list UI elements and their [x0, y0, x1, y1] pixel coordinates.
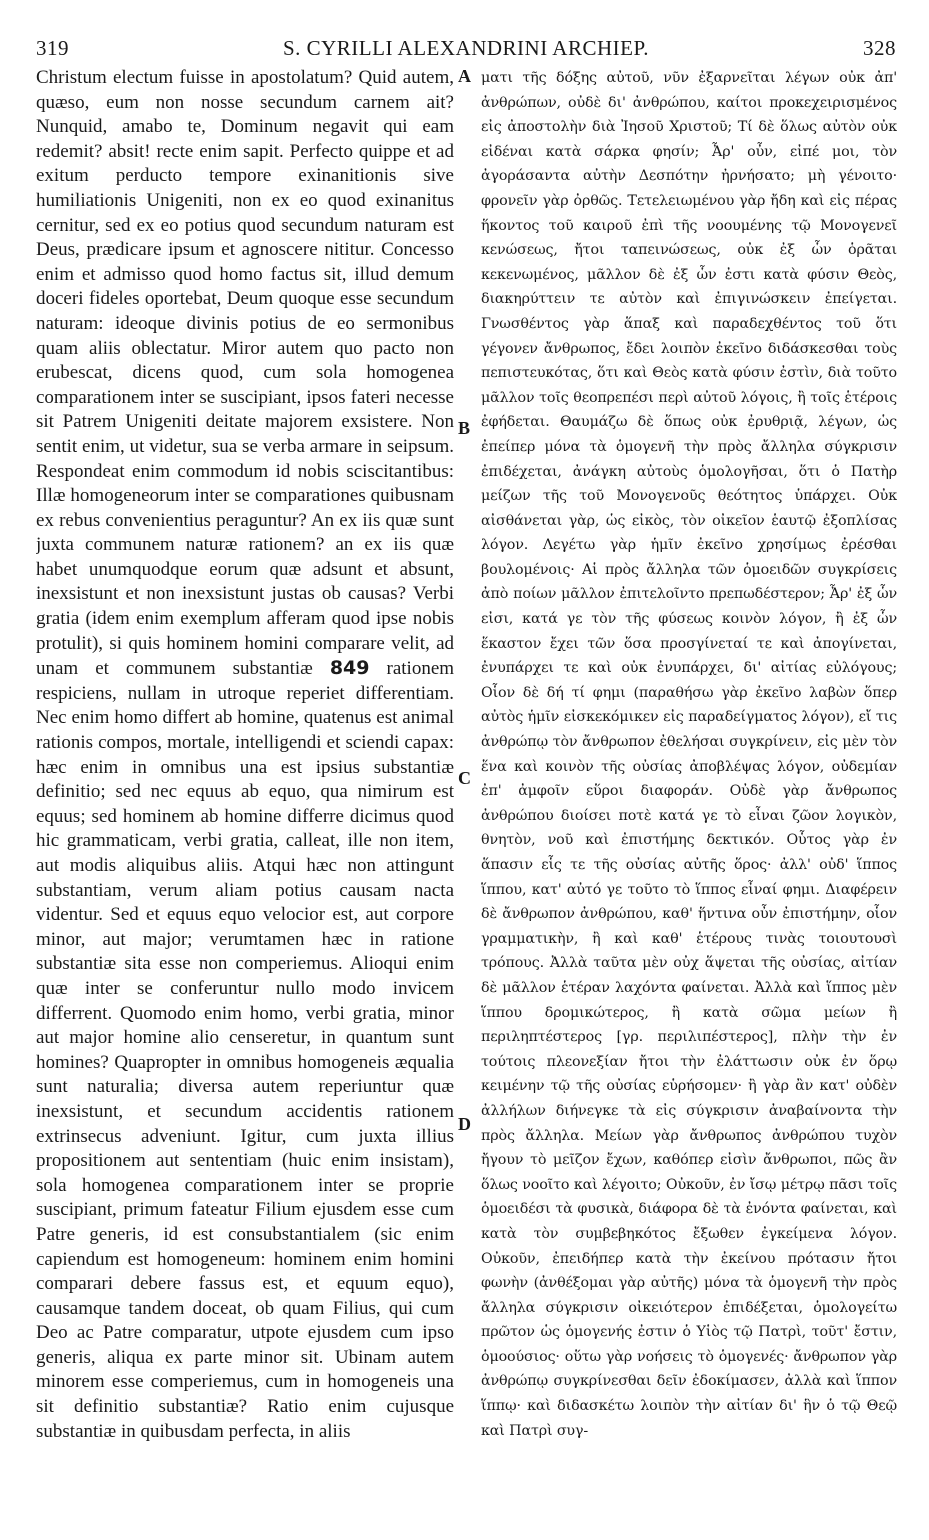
column-number: 849: [329, 657, 370, 680]
latin-paragraph: [36, 66, 454, 1444]
greek-column: [481, 66, 897, 1534]
page-number-left: 319: [36, 36, 69, 60]
running-header: [36, 36, 896, 64]
page-number-right: 328: [863, 36, 896, 60]
latin-column: [36, 66, 454, 1534]
section-marker-d: D: [458, 1114, 471, 1134]
greek-paragraph: ματι τῆς δόξης αὐτοῦ, νῦν ἐξαρνεῖται λέγων οὐκ ἀπ' ἀνθρώπων, οὐδὲ δι' ἀνθρώπου, καίτοι προκεχειρισμένος εἰς ἀποστολὴν διὰ Ἰησοῦ Χριστοῦ; Τί δὲ ὅλως αὐτὸν οὐκ εἰδέναι κατὰ σάρκα φησίν; Ἆρ' οὖν, εἰπέ μοι, τὸν ἀγοράσαντα αὐτὴν Δεσπότην ἠρνήσατο; μὴ γένοιτο· φρονεῖν γὰρ ὀρθῶς. Τετελειωμένου γὰρ ἤδη καὶ εἰς πέρας ἥκοντος τοῦ καιροῦ ἐπὶ τῆς νοουμένης τῷ Μονογενεῖ κενώσεως, ἤτοι ταπεινώσεως, οὐκ ἐξ ὧν ὁρᾶται κεκενωμένος, μᾶλλον δὲ ἐξ ὧν ἐστι κατὰ φύσιν Θεὸς, διακηρύττειν τε αὐτὸν καὶ ἐπιγινώσκειν ἐπείγεται. Γνωσθέντος γὰρ ἅπαξ καὶ παραδεχθέντος τοῦ ὅτι γέγονεν ἄνθρωπος, ἔδει λοιπὸν ἐκεῖνο διδάσκεσθαι τοὺς πεπιστευκότας, ὅτι καὶ Θεὸς κατὰ φύσιν ἐστὶν, διὰ τοῦτο μᾶλλον τοῖς θεοπρεπέσι περὶ αὐτοῦ λόγοις, ἢ τοῖς ἑτέροις ἐφήδεται. Θαυμάζω δὲ ὅπως οὐκ ἐρυθριᾷ, λέγων, ὡς ἐπείπερ μόνα τὰ ὁμογενῆ τὴν πρὸς ἄλληλα σύγκρισιν ἐπιδέχεται, ἀνάγκη αὐτοὺς ὁμολογῆσαι, ὅτι ὁ Πατὴρ μείζων τῆς τοῦ Μονογενοῦς θεότητος ὑπάρχει. Οὐκ αἰσθάνεται γὰρ, ὡς εἰκὸς, τὸν οἰκεῖον ἑαυτῷ ἐξοπλίσας λόγον. Λεγέτω γὰρ ἡμῖν ἐκεῖνο χρησίμως ἐρέσθαι βουλομένοις· Αἱ πρὸς ἄλληλα τῶν ὁμοειδῶν συγκρίσεις ἀπὸ ποίων μᾶλλον ἐπιτελοῖντο πρεπωδέστερον; Ἆρ' ἐξ ὧν εἰσι, κατά γε τὸν τῆς φύσεως κοινὸν λόγον, ἢ ἐξ ὧν ἕκαστον ἔχει τῶν ὅσα προσγίνεταί τε καὶ ἀπογίνεται, ἐνυπάρχει τε καὶ οὐκ ἐνυπάρχει, δι' αἰτίας εὐλόγους; Οἷον δὲ δή τί φημι (παραθήσω γὰρ ἐκεῖνο λαβὼν ὅπερ αὐτὸς ἡμῖν εἰσκεκόμικεν εἰς παραδείγματος λόγον), εἴ τις ἀνθρώπῳ τὸν ἄνθρωπον ἐθελήσαι συγκρίνειν, εἰς μὲν τὸν ἕνα καὶ κοινὸν τῆς οὐσίας ἀποβλέψας λόγον, οὐδεμίαν ἐπ' ἀμφοῖν εὕροι διαφοράν. Οὐδὲ γὰρ ἄνθρωπος ἀνθρώπου διοίσει ποτὲ κατά γε τὸ εἶναι ζῶον λογικὸν, θνητὸν, νοῦ καὶ ἐπιστήμης δεκτικόν. Οὗτος γὰρ ἐν ἅπασιν εἷς τε τῆς οὐσίας αὐτῆς ὅρος· ἀλλ' οὐδ' ἵππος ἵππου, κατ' αὐτό γε τοῦτο τὸ ἵππος εἶναί φημι. Διαφέρειν δὲ ἄνθρωπον ἀνθρώπου, καθ' ἥντινα οὖν ἐπιστήμην, οἷον γραμματικὴν, ἢ καὶ καθ' ἑτέρους τινὰς τοιουτουσὶ τρόπους. Ἀλλὰ ταῦτα μὲν οὐχ ἅψεται τῆς οὐσίας, αἰτίαν δὲ μᾶλλον ἑτέραν λαχόντα φαίνεται. Ἀλλὰ καὶ ἵππος μὲν ἵππου δρομικώτερος, ἢ κατὰ σῶμα μείων ἢ περιληπτέστερος [γρ. περιλιπέστερος], πλὴν τὴν ἐν τούτοις πλεονεξίαν ἤτοι τὴν ἐλάττωσιν οὐκ ἐν ὅρῳ κειμένην τῷ τῆς οὐσίας εὑρήσομεν· ἢ γὰρ ἂν κατ' οὐδὲν ἀλλήλων διήνεγκε τὰ εἰς σύγκρισιν ἀναβαίνοντα τὴν πρὸς ἄλληλα. Μείων γὰρ ἄνθρωπος ἀνθρώπου τυχὸν ἤγουν τὸ μεῖζον ἔχων, καθόπερ εἰσὶν ἄνθρωποι, πῶς ἂν ὅλως νοοῖτο καὶ λέγοιτο; Οὐκοῦν, ἐν ἴσῳ μέτρῳ πᾶσι τοῖς ὁμοειδέσι τὰ φυσικὰ, διάφορα δὲ τὰ ἐνόντα φαίνεται, καὶ κατὰ τὸν συμβεβηκότος ἔξωθεν ἐγκείμενα λόγον. Οὐκοῦν, ἐπειδήπερ κατὰ τὴν ἐκείνου πρότασιν ἤτοι φωνὴν (ἀνθέξομαι γὰρ αὐτῆς) μόνα τὰ ὁμογενῆ τὴν πρὸς ἄλληλα σύγκρισιν οἰκειότερον ἐπιδέξεται, ὁμολογείτω πρῶτον ὡς ὁμογενής ἐστιν ὁ Υἱὸς τῷ Πατρὶ, τοῦτ' ἔστιν, ὁμοούσιος· οὕτω γὰρ νοήσεις τὸ ὁμογενές· ἄνθρωπον γὰρ ἀνθρώπῳ συγκρίνεσθαι δεῖν ἐδοκίμασεν, ἀλλὰ καὶ ἵππον ἵππῳ· καὶ διδασκέτω λοιπὸν τὴν αἰτίαν δι' ἣν ὁ τῷ Θεῷ καὶ Πατρὶ συγ-: [481, 70, 897, 1439]
section-marker-c: C: [458, 768, 471, 788]
section-marker-b: B: [458, 418, 471, 438]
latin-text-part-2: rationem respiciens, nullam in utroque reperiet differentiam. Nec enim homo differt ab homine, quatenus est animal rationis compos, mortale, intelligendi et sciendi capax: hæc enim in omnibus una est ipsius substantiæ definitio; sed nec equus ab equo, qua nimirum est equus; sed hominem ab homine differre dicimus quod hic grammaticam, verbi gratia, calleat, ille non item, aut modis aliquibus aliis. Atqui hæc non attingunt substantiam, verum aliam potius causam nacta videntur. Sed et equus equo velocior est, aut corpore minor, aut major; verumtamen hæc in ratione substantiæ sita esse non comperiemus. Alioqui enim quæ inter se conferuntur nullo modo invicem differrent. Quomodo enim homo, verbi gratia, minor aut major homine alio censeretur, in quantum sunt homines? Quapropter in omnibus homogeneis æqualia sunt naturalia; diversa autem reperiuntur quæ inexsistunt, et secundum accidentis rationem extrinsecus adveniunt. Igitur, cum juxta illius propositionem aut sententiam (huic enim insistam), sola homogenea comparationem inter se proprie suscipiant, primum fateatur Filium ejusdem esse cum Patre generis, id est consubstantialem (sic enim capiendum est homogeneum: hominem enim homini comparari debere fassus est, et equum equo), causamque tandem doceat, ob quam Filius, qui cum Deo ac Patre comparatur, utpote ejusdem cum ipso generis, aliqua ex parte minor sit. Ubinam autem minorem esse comperiemus, cum in homogeneis una sit definitio substantiæ? Ratio enim cujusque substantiæ in quibusdam perfecta, in aliis: [36, 658, 454, 1442]
latin-text-part-1: Christum electum fuisse in apostolatum? Quid autem, quæso, eum non nosse secundum carnem ait? Nunquid, amabo te, Dominum negavit qui eam redemit? absit! recte enim sapit. Perfecto quippe et ad exitum perducto tempore exinanitionis sive humiliationis Unigeniti, non ex eo quod exinanitus cernitur, sed ex eo potius quod secundum naturam est Deus, prædicare ipsum et agnoscere nititur. Concesso enim et admisso quod homo factus sit, illud demum doceri fideles oportebat, Deum quoque esse secundum naturam: ideoque divinis potius de eo sermonibus quam aliis oblectatur. Miror autem quo pacto non erubescat, dicens quod, cum sola homogenea comparationem inter se suscipiant, ipsos fateri necesse sit Patrem Unigeniti deitate majorem exsistere. Non sentit enim, ut videtur, sua se verba armare in seipsum. Respondeat enim commodum id nobis sciscitantibus: Illæ homogeneorum inter se comparationes quibusnam ex rebus convenientius peraguntur? An ex iis quæ sunt juxta communem naturæ rationem? an ex iis quæ habet unumquodque eorum quæ adsunt et absunt, inexsistunt et non inexsistunt justas ob causas? Verbi gratia (idem enim exemplum afferam quod ipse nobis protulit), si quis hominem homini comparare velit, ad unam et communem substantiæ: [36, 67, 454, 680]
running-title: S. CYRILLI ALEXANDRINI ARCHIEP.: [282, 36, 650, 60]
section-marker-a: A: [458, 66, 471, 86]
